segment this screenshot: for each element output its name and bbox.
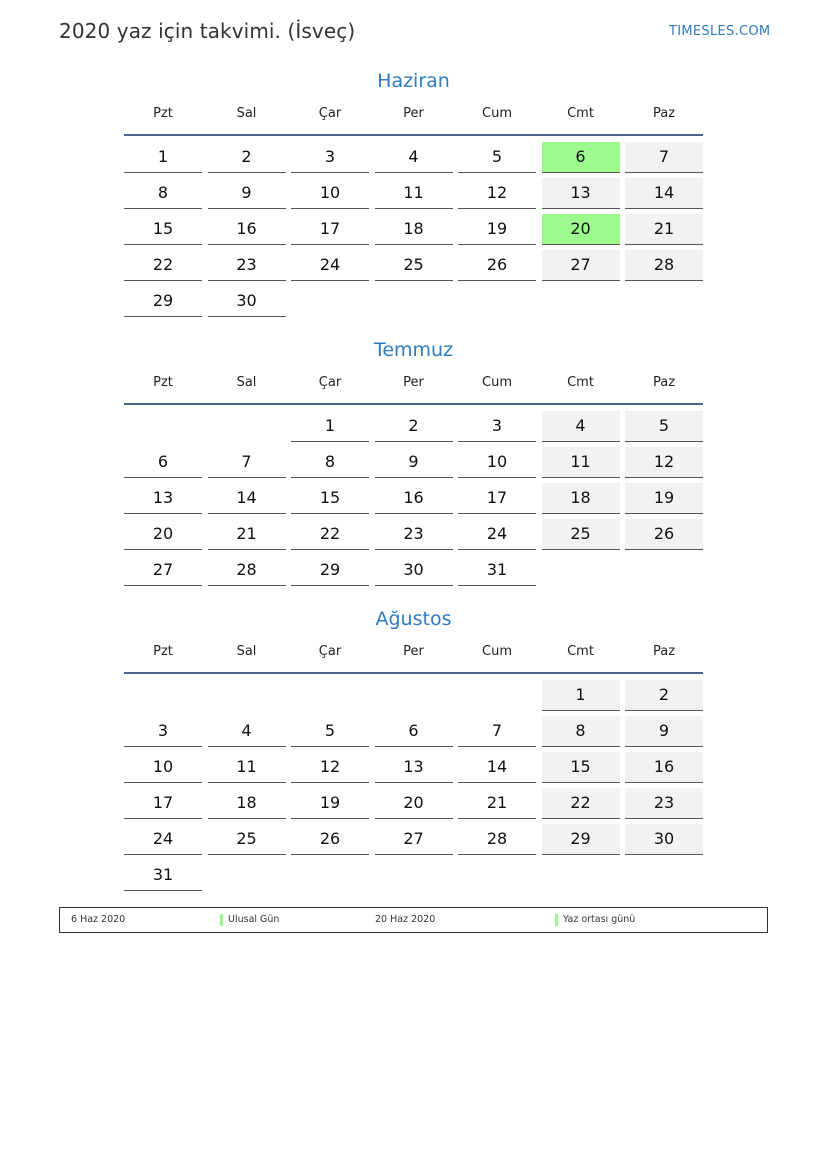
weekday-header bbox=[124, 375, 703, 403]
day-cell: 19 bbox=[291, 788, 369, 819]
day-cell: 21 bbox=[625, 214, 703, 245]
day-cell: 6 bbox=[124, 447, 202, 478]
weekday-label: Pzt bbox=[153, 644, 173, 659]
weekday-label: Sal bbox=[236, 106, 257, 121]
day-cell: 24 bbox=[124, 824, 202, 855]
day-cell: 28 bbox=[625, 250, 703, 281]
day-cell: 11 bbox=[375, 178, 453, 209]
weekday-label: Per bbox=[403, 375, 424, 390]
month-calendar bbox=[124, 339, 703, 579]
legend-holiday-swatch bbox=[220, 914, 223, 926]
day-cell: 4 bbox=[208, 716, 286, 747]
month-calendar bbox=[124, 608, 703, 884]
day-cell: 21 bbox=[208, 519, 286, 550]
day-cell: 26 bbox=[291, 824, 369, 855]
day-cell: 13 bbox=[542, 178, 620, 209]
day-cell: 4 bbox=[542, 411, 620, 442]
holiday-day-cell: 6 bbox=[542, 142, 620, 173]
day-cell: 10 bbox=[124, 752, 202, 783]
day-cell: 17 bbox=[458, 483, 536, 514]
day-cell: 3 bbox=[124, 716, 202, 747]
day-cell: 20 bbox=[124, 519, 202, 550]
day-cell: 19 bbox=[625, 483, 703, 514]
day-cell: 15 bbox=[542, 752, 620, 783]
day-cell: 16 bbox=[375, 483, 453, 514]
day-cell: 21 bbox=[458, 788, 536, 819]
day-cell: 29 bbox=[291, 555, 369, 586]
day-cell: 15 bbox=[291, 483, 369, 514]
month-title: Temmuz bbox=[373, 339, 454, 361]
day-cell: 31 bbox=[124, 860, 202, 891]
day-cell: 31 bbox=[458, 555, 536, 586]
header-divider bbox=[124, 403, 703, 405]
day-cell: 2 bbox=[375, 411, 453, 442]
day-cell: 8 bbox=[291, 447, 369, 478]
day-cell: 1 bbox=[542, 680, 620, 711]
day-cell: 14 bbox=[458, 752, 536, 783]
day-cell: 16 bbox=[208, 214, 286, 245]
day-cell: 2 bbox=[625, 680, 703, 711]
day-cell: 25 bbox=[542, 519, 620, 550]
day-cell: 30 bbox=[625, 824, 703, 855]
weekday-label: Per bbox=[403, 106, 424, 121]
day-cell: 23 bbox=[375, 519, 453, 550]
weekday-label: Pzt bbox=[153, 375, 173, 390]
day-cell: 17 bbox=[291, 214, 369, 245]
day-cell: 14 bbox=[208, 483, 286, 514]
month-calendar bbox=[124, 70, 703, 310]
day-cell: 7 bbox=[208, 447, 286, 478]
day-cell: 17 bbox=[124, 788, 202, 819]
legend-holiday-swatch bbox=[555, 914, 558, 926]
brand-link[interactable]: TIMESLES.COM bbox=[669, 24, 771, 39]
weekday-label: Paz bbox=[652, 644, 676, 659]
day-cell: 26 bbox=[625, 519, 703, 550]
day-cell: 6 bbox=[375, 716, 453, 747]
weekday-header bbox=[124, 106, 703, 134]
weekday-label: Çar bbox=[318, 375, 342, 390]
day-cell: 22 bbox=[542, 788, 620, 819]
day-cell: 10 bbox=[458, 447, 536, 478]
day-cell: 22 bbox=[291, 519, 369, 550]
day-cell: 16 bbox=[625, 752, 703, 783]
day-cell: 19 bbox=[458, 214, 536, 245]
weekday-label: Çar bbox=[318, 644, 342, 659]
day-cell: 14 bbox=[625, 178, 703, 209]
day-cell: 5 bbox=[458, 142, 536, 173]
day-cell: 9 bbox=[625, 716, 703, 747]
weekday-label: Paz bbox=[652, 106, 676, 121]
day-cell: 9 bbox=[208, 178, 286, 209]
day-cell: 18 bbox=[542, 483, 620, 514]
day-cell: 29 bbox=[124, 286, 202, 317]
weekday-label: Sal bbox=[236, 375, 257, 390]
day-cell: 24 bbox=[291, 250, 369, 281]
weekday-label: Cum bbox=[482, 106, 512, 121]
day-cell: 30 bbox=[208, 286, 286, 317]
day-cell: 12 bbox=[458, 178, 536, 209]
day-cell: 25 bbox=[208, 824, 286, 855]
weekday-label: Sal bbox=[236, 644, 257, 659]
legend-date: 20 Haz 2020 bbox=[375, 914, 436, 925]
day-cell: 10 bbox=[291, 178, 369, 209]
day-cell: 27 bbox=[375, 824, 453, 855]
day-cell: 26 bbox=[458, 250, 536, 281]
day-cell: 13 bbox=[375, 752, 453, 783]
day-cell: 18 bbox=[375, 214, 453, 245]
weekday-label: Cmt bbox=[567, 375, 594, 390]
weekday-label: Cmt bbox=[567, 644, 594, 659]
day-cell: 23 bbox=[625, 788, 703, 819]
day-cell: 2 bbox=[208, 142, 286, 173]
weekday-label: Cmt bbox=[567, 106, 594, 121]
legend-date: 6 Haz 2020 bbox=[71, 914, 126, 925]
day-cell: 7 bbox=[458, 716, 536, 747]
day-cell: 11 bbox=[208, 752, 286, 783]
day-cell: 9 bbox=[375, 447, 453, 478]
day-cell: 24 bbox=[458, 519, 536, 550]
day-cell: 5 bbox=[291, 716, 369, 747]
weekday-label: Çar bbox=[318, 106, 342, 121]
weekday-label: Paz bbox=[652, 375, 676, 390]
day-cell: 4 bbox=[375, 142, 453, 173]
weekday-label: Cum bbox=[482, 644, 512, 659]
day-cell: 29 bbox=[542, 824, 620, 855]
day-cell: 8 bbox=[542, 716, 620, 747]
day-cell: 27 bbox=[124, 555, 202, 586]
header-divider bbox=[124, 134, 703, 136]
day-cell: 11 bbox=[542, 447, 620, 478]
day-cell: 28 bbox=[208, 555, 286, 586]
holiday-legend bbox=[59, 907, 768, 933]
day-cell: 13 bbox=[124, 483, 202, 514]
day-cell: 28 bbox=[458, 824, 536, 855]
weekday-header bbox=[124, 644, 703, 672]
day-cell: 25 bbox=[375, 250, 453, 281]
day-cell: 12 bbox=[291, 752, 369, 783]
weekday-label: Pzt bbox=[153, 106, 173, 121]
day-cell: 22 bbox=[124, 250, 202, 281]
day-cell: 1 bbox=[291, 411, 369, 442]
day-cell: 18 bbox=[208, 788, 286, 819]
page-title: 2020 yaz için takvimi. (İsveç) bbox=[59, 19, 356, 43]
weekday-label: Cum bbox=[482, 375, 512, 390]
day-cell: 15 bbox=[124, 214, 202, 245]
weekday-label: Per bbox=[403, 644, 424, 659]
holiday-day-cell: 20 bbox=[542, 214, 620, 245]
day-cell: 20 bbox=[375, 788, 453, 819]
day-cell: 3 bbox=[291, 142, 369, 173]
day-cell: 27 bbox=[542, 250, 620, 281]
day-cell: 30 bbox=[375, 555, 453, 586]
header-divider bbox=[124, 672, 703, 674]
day-cell: 3 bbox=[458, 411, 536, 442]
month-title: Haziran bbox=[377, 70, 450, 92]
day-cell: 5 bbox=[625, 411, 703, 442]
legend-holiday-name: Yaz ortası günü bbox=[563, 914, 636, 925]
legend-holiday-name: Ulusal Gün bbox=[228, 914, 280, 925]
day-cell: 8 bbox=[124, 178, 202, 209]
month-title: Ağustos bbox=[375, 608, 452, 630]
day-cell: 23 bbox=[208, 250, 286, 281]
day-cell: 12 bbox=[625, 447, 703, 478]
day-cell: 7 bbox=[625, 142, 703, 173]
day-cell: 1 bbox=[124, 142, 202, 173]
